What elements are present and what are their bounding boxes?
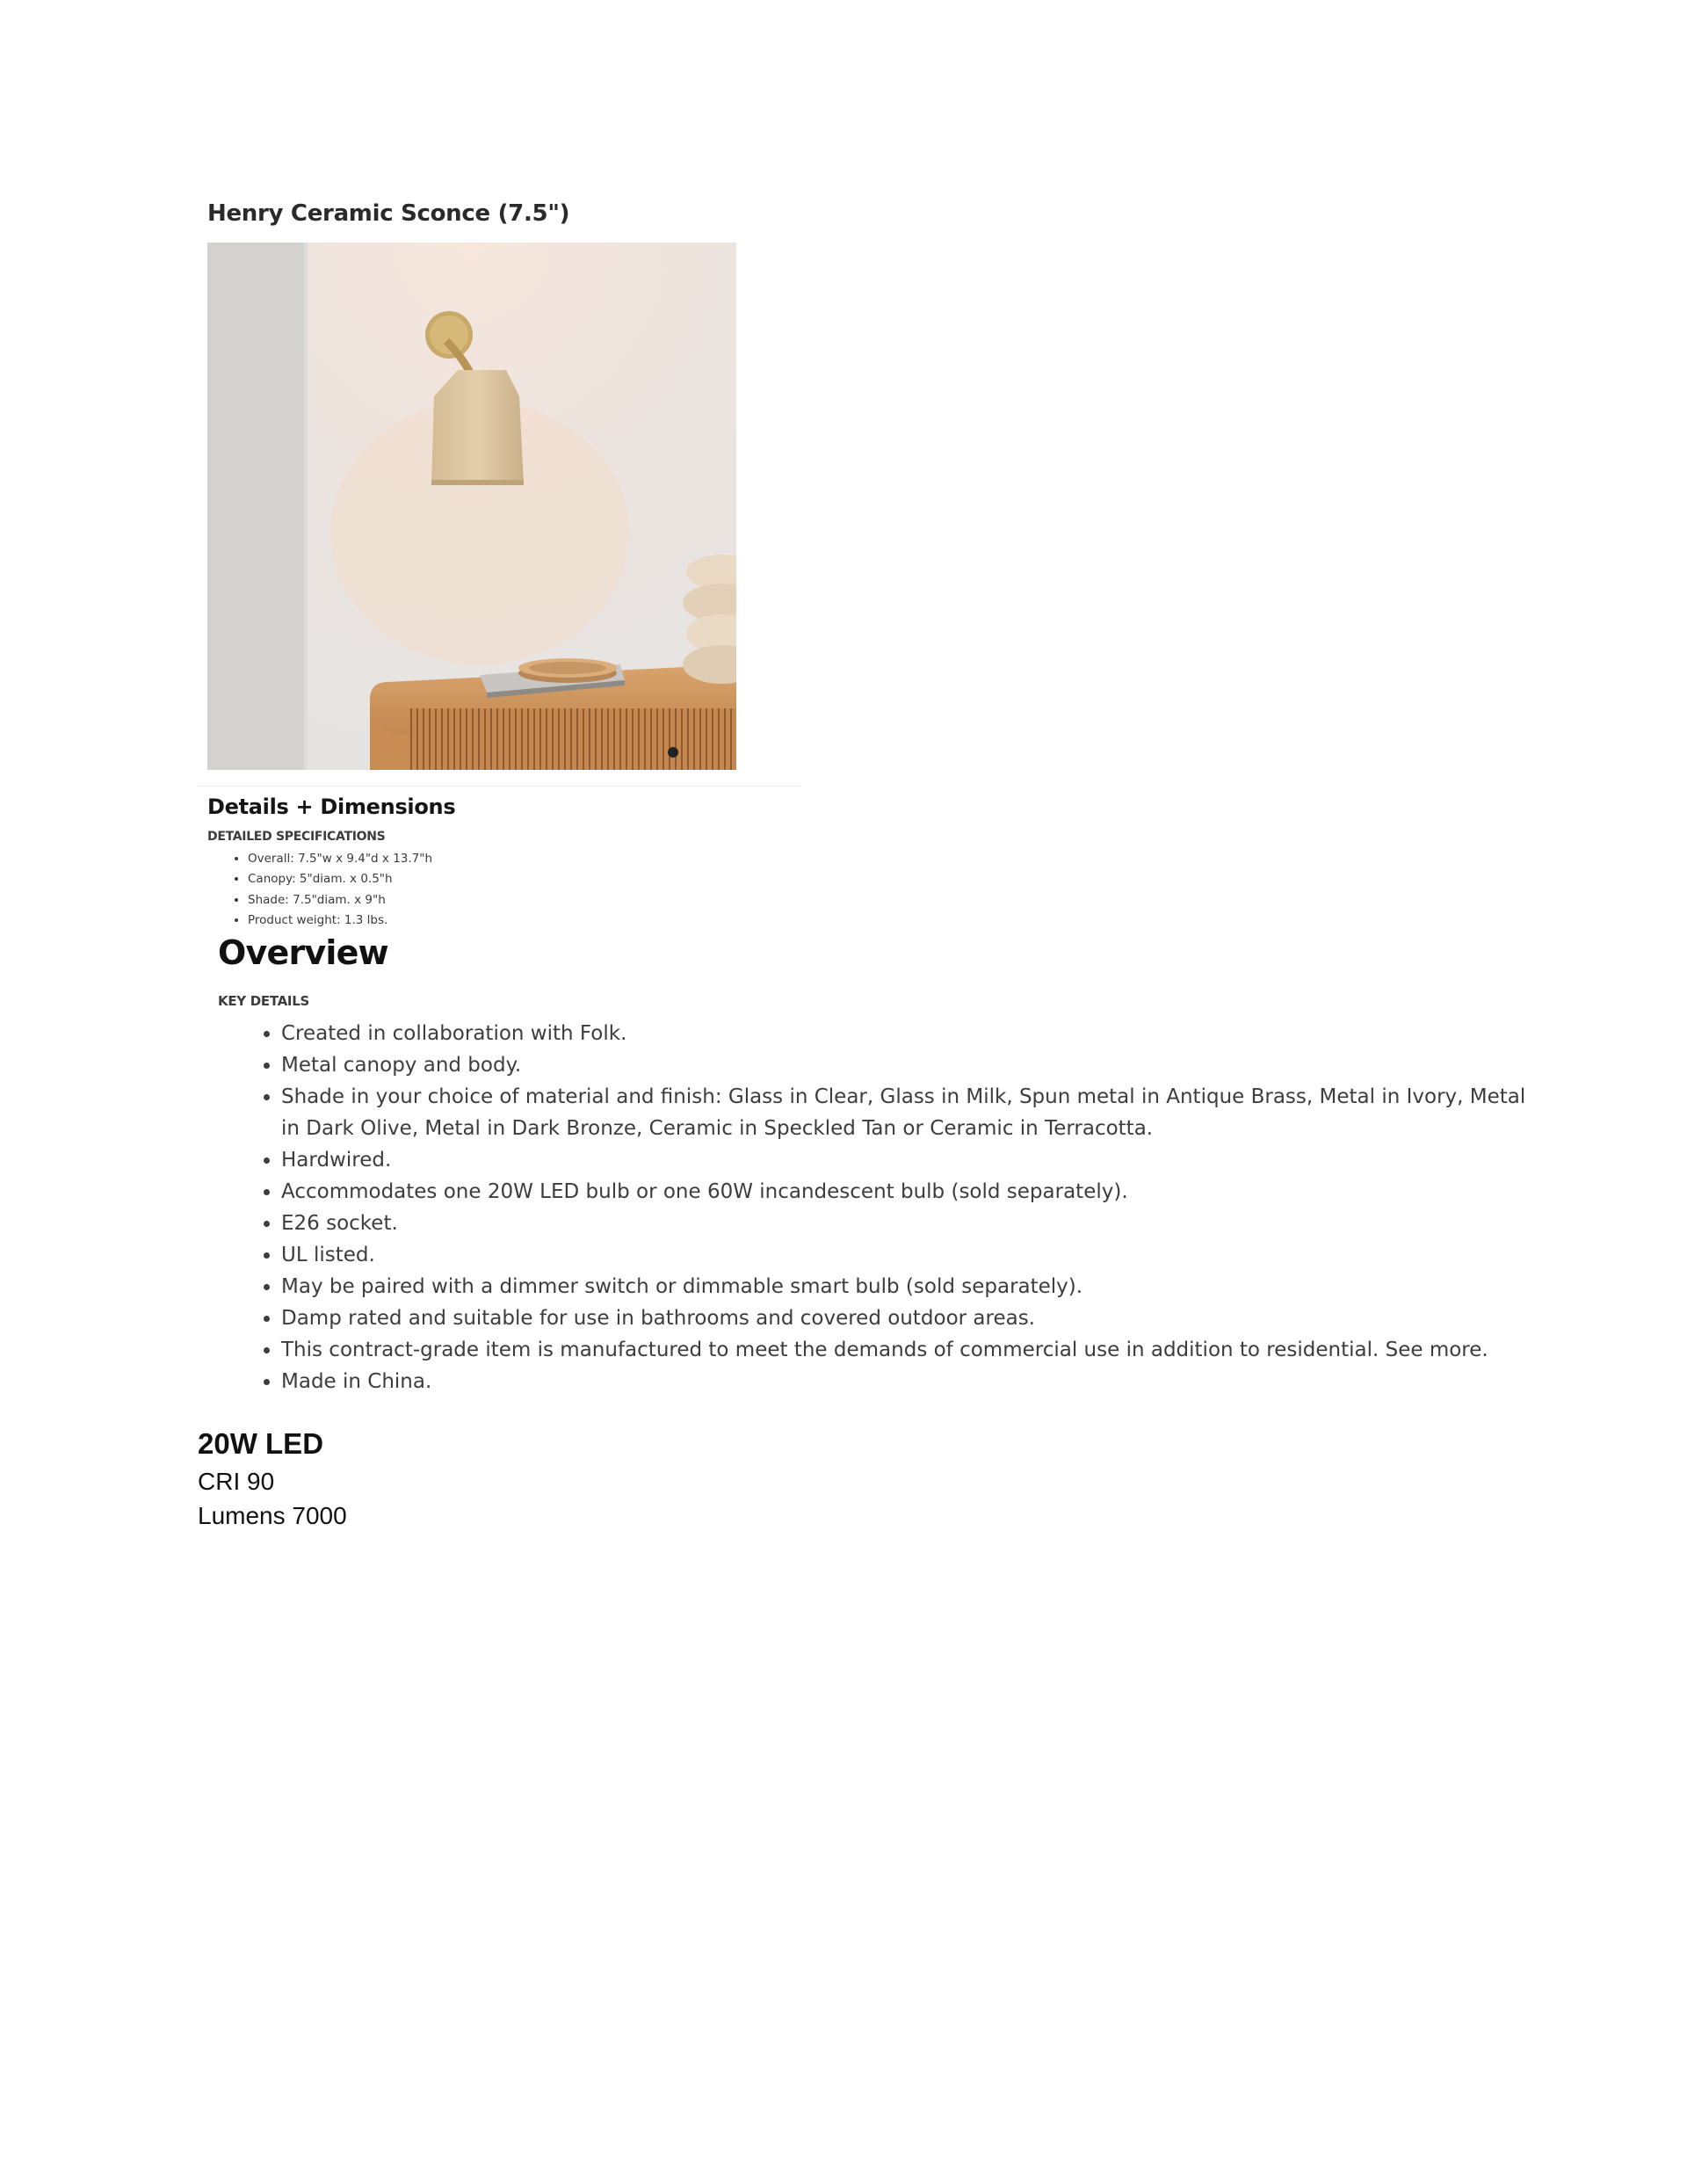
bulb-cri: CRI 90 <box>198 1468 275 1495</box>
key-details-label: KEY DETAILS <box>218 993 309 1009</box>
spec-item: • Overall: 7.5"w x 9.4"d x 13.7"h <box>248 849 432 869</box>
key-detail-item: • Hardwired. <box>281 1144 1546 1176</box>
key-detail-item: • Metal canopy and body. <box>281 1049 1546 1081</box>
key-detail-item: • UL listed. <box>281 1239 1546 1271</box>
detailed-specifications-label: DETAILED SPECIFICATIONS <box>207 830 386 844</box>
product-title: Henry Ceramic Sconce (7.5") <box>207 200 570 227</box>
spec-item: • Canopy: 5"diam. x 0.5"h <box>248 869 432 889</box>
product-photo <box>207 243 736 770</box>
spec-item: • Shade: 7.5"diam. x 9"h <box>248 890 432 911</box>
key-detail-item: • E26 socket. <box>281 1208 1546 1239</box>
specifications-list <box>207 849 432 931</box>
bulb-heading: 20W LED <box>198 1427 324 1460</box>
section-divider <box>197 786 801 787</box>
key-detail-item: • This contract-grade item is manufactured to meet the demands of commercial use in addition to residential. See more. <box>281 1334 1546 1366</box>
bulb-lumens: Lumens 7000 <box>198 1502 347 1529</box>
key-detail-item: • Shade in your choice of material and finish: Glass in Clear, Glass in Milk, Spun metal in Antique Brass, Metal in Ivory, Metal in Dark Olive, Metal in Dark Bronze, Ceramic in Speckled Tan or Ceramic in Terracotta. <box>281 1081 1546 1144</box>
key-detail-item: • Damp rated and suitable for use in bathrooms and covered outdoor areas. <box>281 1302 1546 1334</box>
details-dimensions-heading: Details + Dimensions <box>207 795 456 819</box>
key-detail-item: • Created in collaboration with Folk. <box>281 1018 1546 1049</box>
overview-heading: Overview <box>218 933 388 972</box>
key-details-list <box>218 1018 1546 1397</box>
key-detail-item: • Accommodates one 20W LED bulb or one 60W incandescent bulb (sold separately). <box>281 1176 1546 1208</box>
spec-item: • Product weight: 1.3 lbs. <box>248 911 432 931</box>
key-detail-item: • May be paired with a dimmer switch or dimmable smart bulb (sold separately). <box>281 1271 1546 1302</box>
key-detail-item: • Made in China. <box>281 1366 1546 1397</box>
